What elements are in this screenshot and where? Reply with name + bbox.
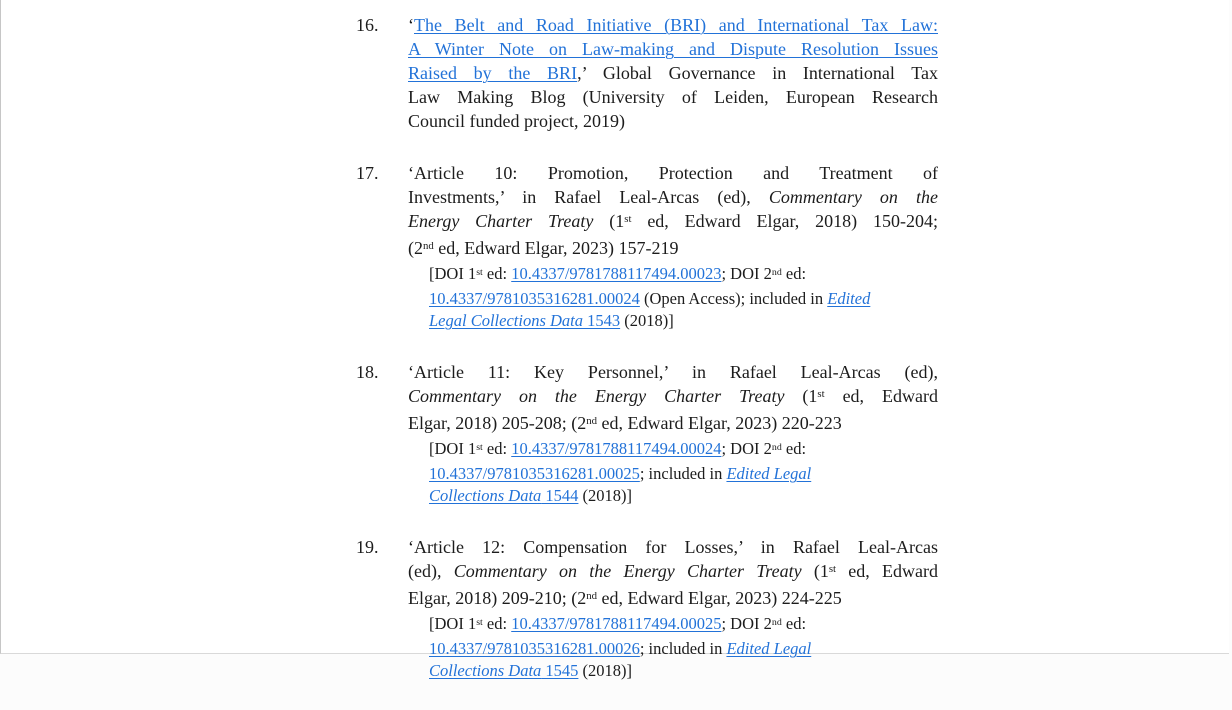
hyperlink[interactable]: 1543: [583, 311, 621, 330]
text-segment: (1: [801, 561, 829, 581]
item-number: 19.: [356, 537, 379, 557]
text-segment: [DOI 1: [429, 439, 477, 458]
hyperlink[interactable]: 10.4337/9781035316281.00026: [429, 639, 640, 658]
text-line: [408, 236, 938, 263]
text-segment: ed, Edward Elgar, 2018) 150-204;: [631, 211, 938, 231]
reference-list: [356, 13, 938, 710]
superscript-text: nd: [586, 415, 598, 428]
reference-item-17: [356, 161, 938, 332]
hyperlink[interactable]: Edited: [827, 289, 871, 308]
hyperlink[interactable]: 10.4337/9781035316281.00025: [429, 464, 640, 483]
hyperlink[interactable]: Edited Legal: [726, 639, 812, 658]
text-segment: ed:: [781, 439, 807, 458]
text-segment: [DOI 1: [429, 614, 477, 633]
text-line: [408, 85, 938, 109]
hyperlink[interactable]: A Winter Note on Law-making and Dispute Resolution Issues: [408, 39, 938, 59]
text-segment: Elgar, 2018) 209-210; (2: [408, 588, 587, 608]
text-line: [429, 288, 938, 310]
text-line: [429, 263, 938, 288]
text-segment: Investments,’ in Rafael Leal-Arcas (ed),: [408, 187, 769, 207]
text-line: [408, 13, 938, 37]
superscript-text: st: [476, 616, 483, 628]
text-segment: [DOI 1: [429, 264, 477, 283]
superscript-text: st: [476, 441, 483, 453]
superscript-text: nd: [771, 616, 782, 628]
text-line: [408, 109, 938, 133]
text-segment: Energy Charter Treaty: [408, 211, 594, 231]
text-line: [408, 185, 938, 209]
text-segment: ed:: [781, 264, 807, 283]
superscript-text: st: [624, 213, 632, 226]
text-segment: (2018)]: [578, 486, 633, 505]
text-segment: Commentary on the Energy Charter Treaty: [453, 561, 802, 581]
text-line: [429, 310, 938, 332]
text-line: [408, 61, 938, 85]
text-segment: ‘: [408, 15, 414, 35]
hyperlink[interactable]: 1544: [541, 486, 579, 505]
superscript-text: nd: [423, 240, 434, 253]
text-segment: ; DOI 2: [721, 439, 772, 458]
text-segment: ; included in: [639, 464, 727, 483]
text-segment: ed, Edward: [824, 386, 938, 406]
text-segment: (ed),: [408, 561, 454, 581]
text-segment: (2018)]: [620, 311, 674, 330]
superscript-text: st: [817, 388, 825, 401]
item-text: [408, 360, 938, 507]
text-line: [429, 613, 938, 638]
text-line: [408, 360, 938, 384]
hyperlink[interactable]: 10.4337/9781035316281.00024: [429, 289, 640, 308]
text-segment: (1: [784, 386, 818, 406]
item-text: [408, 13, 938, 133]
hyperlink[interactable]: Legal Collections Data: [429, 311, 583, 330]
text-line: [408, 384, 938, 411]
text-segment: ‘Article 12: Compensation for Losses,’ in Rafael Leal-Arcas: [408, 537, 938, 557]
text-segment: Commentary on the: [768, 187, 938, 207]
text-segment: (2018)]: [578, 661, 633, 680]
text-line: [408, 535, 938, 559]
text-line: [429, 638, 938, 660]
reference-item-18: [356, 360, 938, 507]
text-line: [408, 559, 938, 586]
superscript-text: nd: [771, 266, 782, 278]
text-segment: ed:: [482, 614, 512, 633]
text-segment: ; DOI 2: [721, 614, 772, 633]
hyperlink[interactable]: 1545: [541, 661, 579, 680]
text-line: [429, 463, 938, 485]
text-segment: ‘Article 10: Promotion, Protection and Treatment of: [408, 163, 938, 183]
text-line: [429, 485, 938, 507]
text-segment: (2: [408, 238, 423, 258]
text-line: [408, 209, 938, 236]
hyperlink[interactable]: Collections Data: [429, 661, 542, 680]
text-segment: ed, Edward: [836, 561, 939, 581]
superscript-text: nd: [771, 441, 782, 453]
hyperlink[interactable]: Edited Legal: [726, 464, 812, 483]
hyperlink[interactable]: The Belt and Road Initiative (BRI) and International Tax Law:: [414, 15, 938, 35]
text-line: [429, 660, 938, 682]
hyperlink[interactable]: 10.4337/9781788117494.00023: [511, 264, 722, 283]
hyperlink[interactable]: Collections Data: [429, 486, 542, 505]
text-line: [408, 37, 938, 61]
text-line: [408, 411, 938, 438]
text-segment: ed, Edward Elgar, 2023) 224-225: [597, 588, 842, 608]
superscript-text: nd: [586, 590, 598, 603]
text-segment: (1: [593, 211, 625, 231]
item-number: 17.: [356, 163, 379, 183]
text-segment: ed, Edward Elgar, 2023) 220-223: [597, 413, 842, 433]
hyperlink[interactable]: Raised by the BRI: [408, 63, 578, 83]
hyperlink[interactable]: 10.4337/9781788117494.00024: [511, 439, 722, 458]
text-line: [408, 586, 938, 613]
reference-item-16: [356, 13, 938, 133]
text-segment: ed:: [482, 439, 512, 458]
text-segment: ed, Edward Elgar, 2023) 157-219: [433, 238, 679, 258]
text-segment: ; included in: [639, 639, 727, 658]
text-segment: Commentary on the Energy Charter Treaty: [408, 386, 785, 406]
text-segment: ed:: [482, 264, 512, 283]
item-number: 18.: [356, 362, 379, 382]
superscript-text: st: [476, 266, 483, 278]
text-segment: Council funded project, 2019): [408, 111, 625, 131]
text-line: [429, 438, 938, 463]
hyperlink[interactable]: 10.4337/9781788117494.00025: [511, 614, 722, 633]
text-segment: ,’ Global Governance in International Tax: [577, 63, 938, 83]
item-text: [408, 161, 938, 332]
superscript-text: st: [828, 563, 837, 576]
text-segment: ed:: [781, 614, 807, 633]
text-segment: ‘Article 11: Key Personnel,’ in Rafael Leal-Arcas (ed),: [408, 362, 938, 382]
item-number: 16.: [356, 15, 379, 35]
text-segment: (Open Access); included in: [639, 289, 828, 308]
text-segment: Law Making Blog (University of Leiden, European Research: [408, 87, 938, 107]
text-segment: Elgar, 2018) 205-208; (2: [408, 413, 587, 433]
text-line: [408, 161, 938, 185]
text-segment: ; DOI 2: [721, 264, 772, 283]
